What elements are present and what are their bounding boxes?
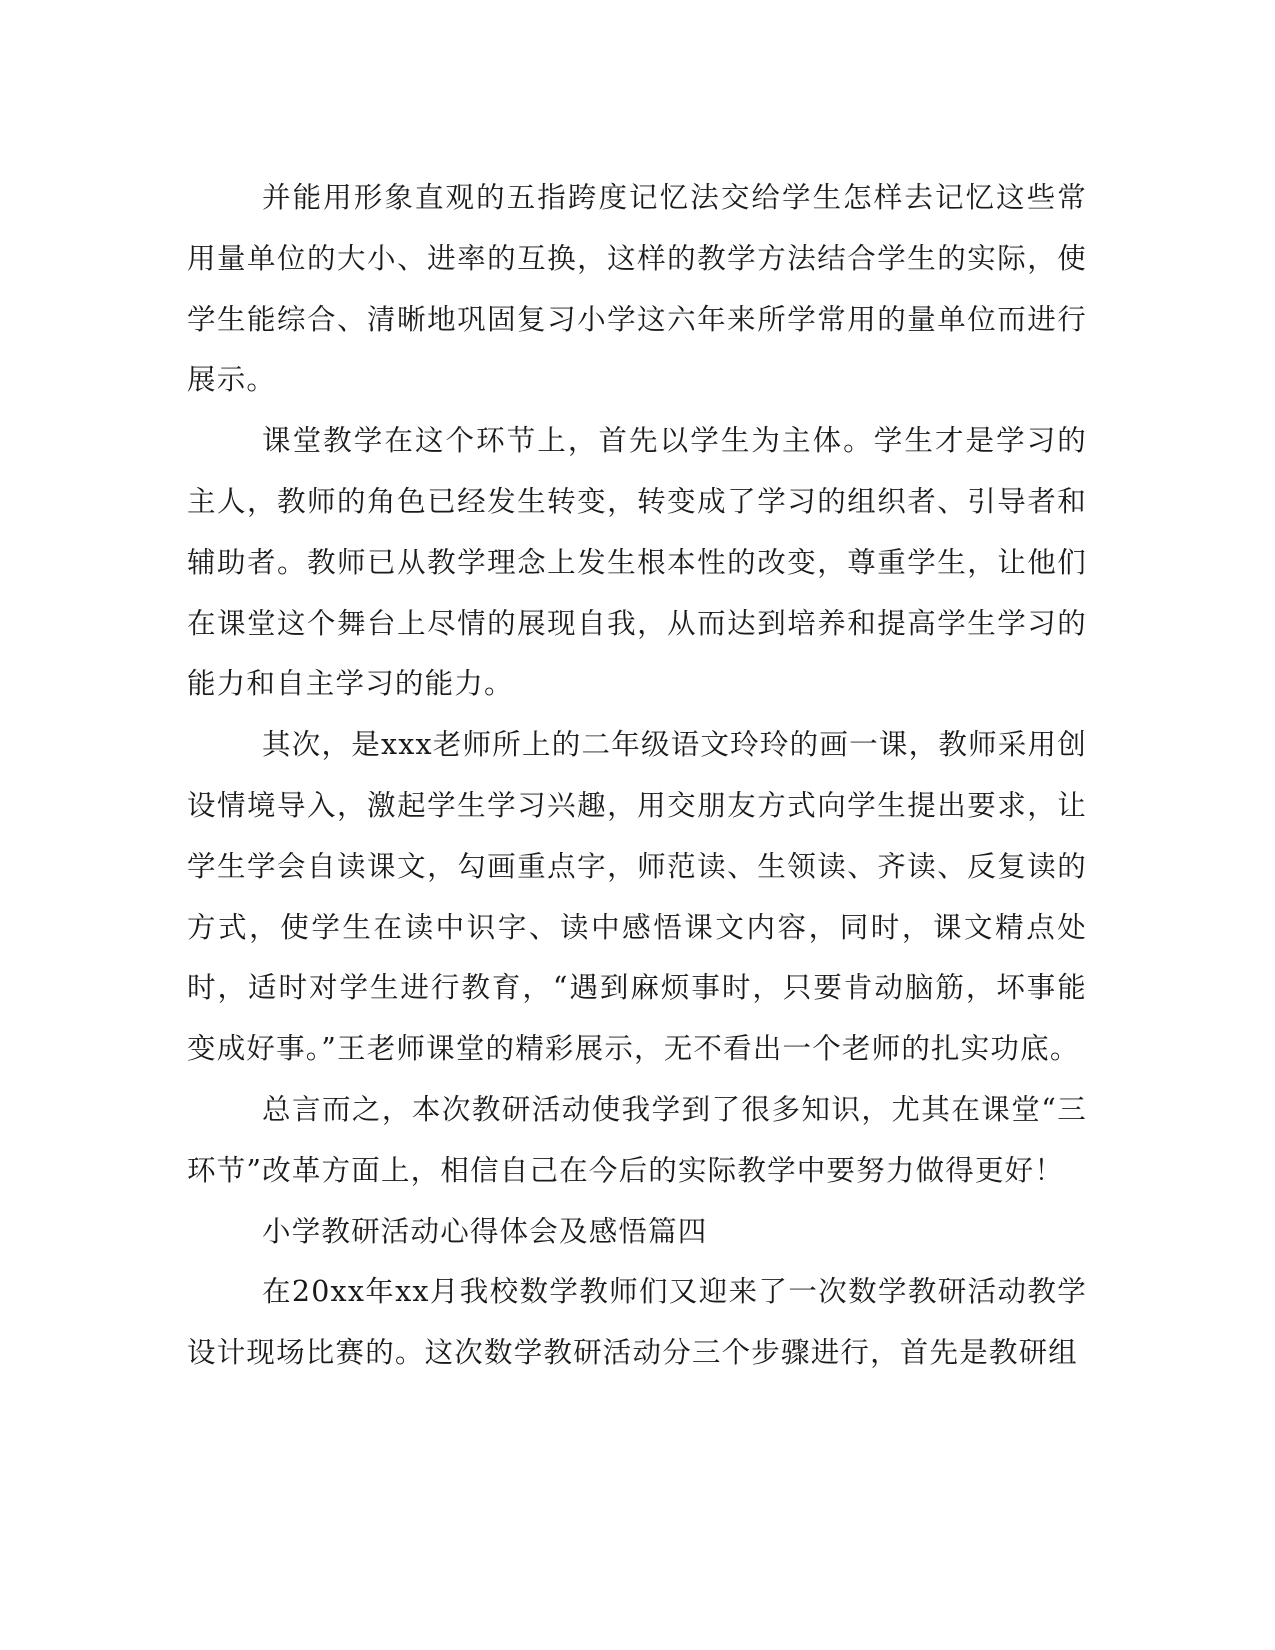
paragraph-2: 课堂教学在这个环节上，首先以学生为主体。学生才是学习的主人，教师的角色已经发生转变，转变成了学习的组织者、引导者和辅助者。教师已从教学理念上发生根本性的改变，尊重学生，让他们在课堂这个舞台上尽情的展现自我，从而达到培养和提高学生学习的能力和自主学习的能力。 (187, 424, 1087, 701)
document-body (187, 168, 1087, 1384)
section-heading: 小学教研活动心得体会及感悟篇四 (262, 1214, 708, 1248)
paragraph-5: 在20xx年xx月我校数学教师们又迎来了一次数学教研活动教学设计现场比赛的。这次数学教研活动分三个步骤进行，首先是教研组 (187, 1275, 1087, 1370)
paragraph-1: 并能用形象直观的五指跨度记忆法交给学生怎样去记忆这些常用量单位的大小、进率的互换，这样的教学方法结合学生的实际，使学生能综合、清晰地巩固复习小学这六年来所学常用的量单位而进行展示。 (187, 181, 1087, 397)
paragraph-3: 其次，是xxx老师所上的二年级语文玲玲的画一课，教师采用创设情境导入，激起学生学习兴趣，用交朋友方式向学生提出要求，让学生学会自读课文，勾画重点字，师范读、生领读、齐读、反复读的方式，使学生在读中识字、读中感悟课文内容，同时，课文精点处时，适时对学生进行教育，“遇到麻烦事时，只要肯动脑筋，坏事能变成好事。”王老师课堂的精彩展示，无不看出一个老师的扎实功底。 (187, 728, 1087, 1066)
paragraph-4: 总言而之，本次教研活动使我学到了很多知识，尤其在课堂“三环节”改革方面上，相信自己在今后的实际教学中要努力做得更好！ (187, 1092, 1087, 1187)
